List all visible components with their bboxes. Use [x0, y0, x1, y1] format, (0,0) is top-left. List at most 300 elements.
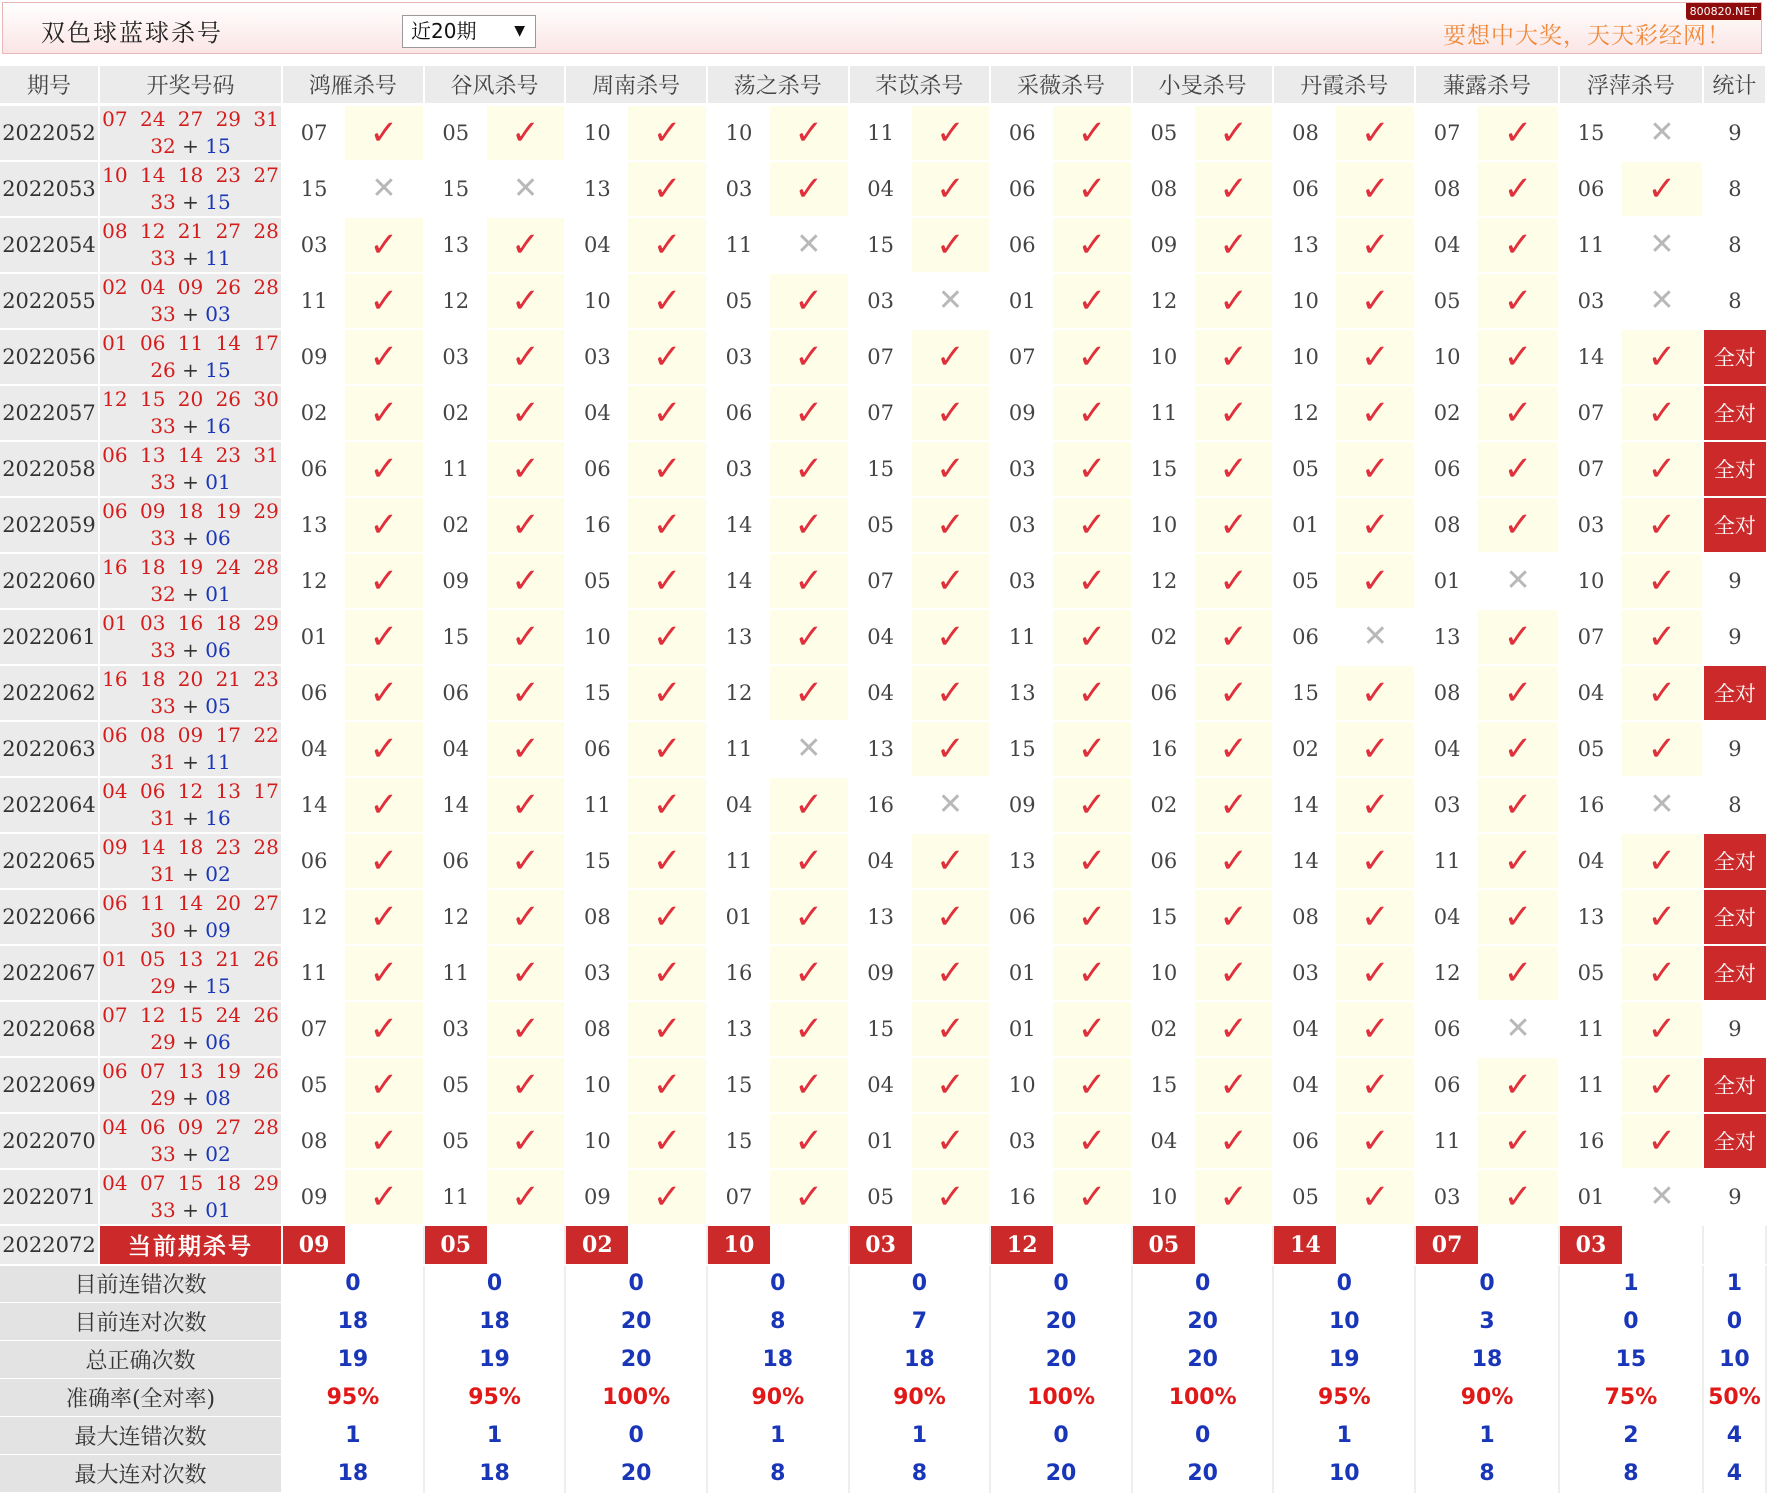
check-icon: ✓ [1336, 833, 1415, 889]
kill-number: 13 [1273, 217, 1336, 273]
blank-cell [345, 1225, 424, 1265]
draw-second-line [100, 133, 281, 160]
summary-value: 100% [565, 1379, 707, 1417]
check-icon: ✓ [770, 1057, 849, 1113]
plus-sign: + [175, 413, 206, 438]
check-icon: ✓ [1053, 329, 1132, 385]
period-cell: 2022061 [0, 609, 99, 665]
check-icon: ✓ [345, 945, 424, 1001]
table-row [0, 161, 1766, 217]
summary-value: 8 [849, 1455, 991, 1493]
current-period-row [0, 1225, 1766, 1265]
check-icon: ✓ [1336, 777, 1415, 833]
col-stat: 统计 [1703, 66, 1766, 104]
stat-cell: 9 [1703, 553, 1766, 609]
cross-icon: ✕ [345, 161, 424, 217]
check-icon: ✓ [1478, 104, 1559, 161]
check-icon: ✓ [1195, 1169, 1274, 1225]
summary-label: 准确率(全对率) [0, 1379, 282, 1417]
summary-stat: 0 [1703, 1303, 1766, 1341]
check-icon: ✓ [487, 217, 566, 273]
plus-sign: + [175, 301, 206, 326]
table-row [0, 609, 1766, 665]
check-icon: ✓ [628, 553, 707, 609]
kill-number: 14 [707, 497, 770, 553]
cross-icon: ✕ [1336, 609, 1415, 665]
summary-value: 1 [1273, 1417, 1415, 1455]
period-cell: 2022070 [0, 1113, 99, 1169]
check-icon: ✓ [1478, 665, 1559, 721]
kill-number: 16 [707, 945, 770, 1001]
check-icon: ✓ [1195, 441, 1274, 497]
kill-number: 03 [565, 329, 628, 385]
check-icon: ✓ [487, 889, 566, 945]
check-icon: ✓ [1053, 889, 1132, 945]
kill-number: 11 [1559, 1001, 1622, 1057]
kill-number: 06 [1415, 1057, 1478, 1113]
kill-number: 11 [707, 833, 770, 889]
check-icon: ✓ [770, 1001, 849, 1057]
summary-row [0, 1379, 1766, 1417]
site-badge: 800820.NET [1686, 3, 1761, 20]
check-icon: ✓ [487, 721, 566, 777]
check-icon: ✓ [628, 497, 707, 553]
check-icon: ✓ [345, 1057, 424, 1113]
red-balls: 06 07 13 19 26 [102, 1058, 279, 1083]
check-icon: ✓ [1336, 553, 1415, 609]
kill-number: 01 [1415, 553, 1478, 609]
blue-ball: 05 [205, 693, 231, 718]
kill-number: 11 [1559, 217, 1622, 273]
kill-number: 06 [1273, 609, 1336, 665]
stat-cell: 全对 [1703, 945, 1766, 1001]
kill-number: 10 [1132, 329, 1195, 385]
red-ball-6: 33 [150, 189, 176, 214]
check-icon: ✓ [487, 104, 566, 161]
check-icon: ✓ [345, 385, 424, 441]
check-icon: ✓ [487, 273, 566, 329]
check-icon: ✓ [487, 497, 566, 553]
period-cell: 2022052 [0, 104, 99, 161]
summary-value: 20 [1132, 1341, 1274, 1379]
draw-second-line [100, 525, 281, 552]
kill-number: 05 [1273, 441, 1336, 497]
draw-numbers [99, 777, 282, 833]
col-expert: 鸿雁杀号 [282, 66, 424, 104]
red-ball-6: 33 [150, 525, 176, 550]
check-icon: ✓ [1478, 273, 1559, 329]
kill-number: 12 [707, 665, 770, 721]
summary-value: 20 [1132, 1303, 1274, 1341]
check-icon: ✓ [628, 217, 707, 273]
kill-number: 06 [707, 385, 770, 441]
red-ball-6: 32 [150, 581, 176, 606]
summary-value: 20 [1132, 1455, 1274, 1493]
kill-number: 03 [424, 1001, 487, 1057]
check-icon: ✓ [345, 609, 424, 665]
plus-sign: + [175, 693, 206, 718]
red-ball-6: 33 [150, 1197, 176, 1222]
kill-number: 14 [1559, 329, 1622, 385]
red-balls: 04 06 09 27 28 [102, 1114, 279, 1139]
kill-number: 06 [565, 721, 628, 777]
check-icon: ✓ [770, 553, 849, 609]
summary-value: 90% [849, 1379, 991, 1417]
summary-value: 0 [1273, 1265, 1415, 1303]
red-ball-6: 29 [150, 973, 176, 998]
kill-number: 09 [1132, 217, 1195, 273]
period-cell: 2022054 [0, 217, 99, 273]
kill-number: 08 [282, 1113, 345, 1169]
stat-cell: 8 [1703, 217, 1766, 273]
check-icon: ✓ [770, 889, 849, 945]
kill-number: 03 [707, 441, 770, 497]
table-body [0, 104, 1766, 1493]
stat-cell: 全对 [1703, 329, 1766, 385]
draw-second-line [100, 973, 281, 1000]
kill-number: 04 [565, 385, 628, 441]
page-title: 双色球蓝球杀号 [41, 19, 223, 47]
kill-number: 10 [1415, 329, 1478, 385]
check-icon: ✓ [1053, 273, 1132, 329]
check-icon: ✓ [345, 1001, 424, 1057]
blank-cell [1053, 1225, 1132, 1265]
summary-stat: 50% [1703, 1379, 1766, 1417]
kill-number: 01 [1559, 1169, 1622, 1225]
col-period: 期号 [0, 66, 99, 104]
table-row [0, 1169, 1766, 1225]
kill-number: 05 [1415, 273, 1478, 329]
kill-number: 04 [1273, 1001, 1336, 1057]
check-icon: ✓ [1053, 1169, 1132, 1225]
draw-numbers [99, 609, 282, 665]
stat-cell: 9 [1703, 1001, 1766, 1057]
check-icon: ✓ [1478, 889, 1559, 945]
stat-cell: 全对 [1703, 665, 1766, 721]
check-icon: ✓ [1053, 1057, 1132, 1113]
summary-value: 19 [424, 1341, 566, 1379]
kill-number: 04 [1559, 833, 1622, 889]
check-icon: ✓ [912, 217, 991, 273]
red-balls: 16 18 20 21 23 [102, 666, 279, 691]
summary-row [0, 1341, 1766, 1379]
check-icon: ✓ [912, 1057, 991, 1113]
period-cell: 2022067 [0, 945, 99, 1001]
check-icon: ✓ [912, 609, 991, 665]
check-icon: ✓ [628, 441, 707, 497]
kill-number: 01 [990, 945, 1053, 1001]
draw-second-line [100, 413, 281, 440]
summary-value: 0 [1559, 1303, 1703, 1341]
period-cell: 2022069 [0, 1057, 99, 1113]
kill-number: 01 [990, 1001, 1053, 1057]
cross-icon: ✕ [1622, 104, 1703, 161]
check-icon: ✓ [1478, 777, 1559, 833]
check-icon: ✓ [628, 1001, 707, 1057]
check-icon: ✓ [1195, 104, 1274, 161]
draw-second-line [100, 1029, 281, 1056]
draw-second-line [100, 189, 281, 216]
red-balls: 07 24 27 29 31 [102, 106, 279, 131]
summary-label: 目前连对次数 [0, 1303, 282, 1341]
check-icon: ✓ [1336, 441, 1415, 497]
kill-number: 14 [1273, 833, 1336, 889]
draw-second-line [100, 469, 281, 496]
table-row [0, 1057, 1766, 1113]
summary-value: 0 [1415, 1265, 1559, 1303]
kill-number: 06 [424, 665, 487, 721]
col-expert: 芣苡杀号 [849, 66, 991, 104]
check-icon: ✓ [345, 441, 424, 497]
kill-number: 06 [282, 833, 345, 889]
red-balls: 06 09 18 19 29 [102, 498, 279, 523]
period-cell: 2022056 [0, 329, 99, 385]
cross-icon: ✕ [1478, 553, 1559, 609]
check-icon: ✓ [912, 161, 991, 217]
draw-numbers [99, 945, 282, 1001]
plus-sign: + [175, 189, 206, 214]
check-icon: ✓ [770, 104, 849, 161]
check-icon: ✓ [628, 329, 707, 385]
check-icon: ✓ [1053, 553, 1132, 609]
draw-numbers [99, 1169, 282, 1225]
period-cell: 2022064 [0, 777, 99, 833]
check-icon: ✓ [345, 497, 424, 553]
draw-second-line [100, 581, 281, 608]
draw-second-line [100, 1197, 281, 1224]
summary-value: 1 [1415, 1417, 1559, 1455]
kill-number: 04 [565, 217, 628, 273]
check-icon: ✓ [1195, 777, 1274, 833]
summary-value: 0 [849, 1265, 991, 1303]
kill-number: 13 [990, 665, 1053, 721]
kill-number: 03 [1559, 273, 1622, 329]
col-expert: 荡之杀号 [707, 66, 849, 104]
summary-value: 8 [1415, 1455, 1559, 1493]
check-icon: ✓ [487, 441, 566, 497]
draw-second-line [100, 1085, 281, 1112]
check-icon: ✓ [345, 329, 424, 385]
draw-second-line [100, 301, 281, 328]
summary-value: 95% [424, 1379, 566, 1417]
check-icon: ✓ [1053, 833, 1132, 889]
blue-ball: 08 [205, 1085, 231, 1110]
plus-sign: + [175, 245, 206, 270]
plus-sign: + [175, 917, 206, 942]
kill-number: 11 [424, 1169, 487, 1225]
table-row [0, 329, 1766, 385]
check-icon: ✓ [1622, 385, 1703, 441]
kill-number: 02 [282, 385, 345, 441]
summary-value: 0 [282, 1265, 424, 1303]
summary-value: 19 [282, 1341, 424, 1379]
summary-stat: 4 [1703, 1455, 1766, 1493]
kill-number: 07 [849, 553, 912, 609]
check-icon: ✓ [345, 665, 424, 721]
check-icon: ✓ [1478, 329, 1559, 385]
red-balls: 08 12 21 27 28 [102, 218, 279, 243]
check-icon: ✓ [1195, 889, 1274, 945]
check-icon: ✓ [628, 385, 707, 441]
current-kill-number: 05 [1132, 1225, 1195, 1265]
kill-number: 06 [990, 161, 1053, 217]
red-ball-6: 33 [150, 413, 176, 438]
period-cell: 2022066 [0, 889, 99, 945]
kill-number: 07 [282, 104, 345, 161]
draw-second-line [100, 1141, 281, 1168]
red-balls: 04 07 15 18 29 [102, 1170, 279, 1195]
red-balls: 01 06 11 14 17 [102, 330, 279, 355]
summary-value: 10 [1273, 1303, 1415, 1341]
kill-number: 08 [565, 1001, 628, 1057]
check-icon: ✓ [770, 273, 849, 329]
blank-cell [628, 1225, 707, 1265]
kill-number: 12 [282, 553, 345, 609]
kill-number: 06 [1132, 833, 1195, 889]
summary-value: 0 [424, 1265, 566, 1303]
check-icon: ✓ [1336, 497, 1415, 553]
check-icon: ✓ [628, 889, 707, 945]
kill-number: 06 [990, 104, 1053, 161]
stat-cell: 全对 [1703, 833, 1766, 889]
kill-number: 07 [1559, 385, 1622, 441]
check-icon: ✓ [912, 833, 991, 889]
red-balls: 16 18 19 24 28 [102, 554, 279, 579]
period-cell: 2022062 [0, 665, 99, 721]
check-icon: ✓ [1478, 497, 1559, 553]
summary-value: 20 [565, 1303, 707, 1341]
check-icon: ✓ [912, 553, 991, 609]
check-icon: ✓ [1336, 1169, 1415, 1225]
red-balls: 07 12 15 24 26 [102, 1002, 279, 1027]
kill-number: 10 [565, 1057, 628, 1113]
check-icon: ✓ [487, 945, 566, 1001]
kill-number: 08 [1132, 161, 1195, 217]
draw-second-line [100, 693, 281, 720]
kill-number: 15 [424, 161, 487, 217]
kill-number: 15 [707, 1057, 770, 1113]
current-period: 2022072 [0, 1225, 99, 1265]
blue-ball: 16 [205, 413, 231, 438]
check-icon: ✓ [1336, 1001, 1415, 1057]
summary-value: 95% [282, 1379, 424, 1417]
kill-number: 11 [1415, 833, 1478, 889]
check-icon: ✓ [1478, 945, 1559, 1001]
kill-number: 13 [424, 217, 487, 273]
stat-cell: 全对 [1703, 889, 1766, 945]
period-range-select[interactable] [402, 15, 536, 48]
kill-number: 03 [424, 329, 487, 385]
plus-sign: + [175, 861, 206, 886]
stat-cell: 全对 [1703, 1057, 1766, 1113]
kill-number: 13 [282, 497, 345, 553]
check-icon: ✓ [1622, 161, 1703, 217]
kill-number: 11 [1132, 385, 1195, 441]
kill-number: 02 [1132, 777, 1195, 833]
check-icon: ✓ [770, 329, 849, 385]
draw-numbers [99, 721, 282, 777]
kill-number: 09 [282, 329, 345, 385]
check-icon: ✓ [770, 833, 849, 889]
cross-icon: ✕ [912, 777, 991, 833]
kill-number: 11 [282, 945, 345, 1001]
cross-icon: ✕ [1622, 273, 1703, 329]
summary-value: 18 [1415, 1341, 1559, 1379]
check-icon: ✓ [1478, 833, 1559, 889]
table-row [0, 497, 1766, 553]
kill-number: 07 [990, 329, 1053, 385]
summary-value: 18 [282, 1303, 424, 1341]
table-row [0, 273, 1766, 329]
blank-cell [1622, 1225, 1703, 1265]
period-cell: 2022065 [0, 833, 99, 889]
check-icon: ✓ [1195, 721, 1274, 777]
kill-number: 04 [1415, 721, 1478, 777]
kill-number: 06 [990, 889, 1053, 945]
check-icon: ✓ [1195, 329, 1274, 385]
kill-number: 15 [1273, 665, 1336, 721]
blue-ball: 11 [205, 749, 231, 774]
blue-ball: 03 [205, 301, 231, 326]
check-icon: ✓ [770, 1169, 849, 1225]
red-ball-6: 31 [150, 805, 176, 830]
kill-number: 16 [990, 1169, 1053, 1225]
blank-cell [1336, 1225, 1415, 1265]
current-kill-number: 10 [707, 1225, 770, 1265]
plus-sign: + [175, 357, 206, 382]
kill-number: 04 [282, 721, 345, 777]
col-draw: 开奖号码 [99, 66, 282, 104]
check-icon: ✓ [628, 104, 707, 161]
check-icon: ✓ [912, 889, 991, 945]
period-cell: 2022055 [0, 273, 99, 329]
summary-value: 0 [707, 1265, 849, 1303]
kill-number: 08 [1415, 161, 1478, 217]
col-expert: 采薇杀号 [990, 66, 1132, 104]
check-icon: ✓ [487, 665, 566, 721]
red-balls: 01 03 16 18 29 [102, 610, 279, 635]
check-icon: ✓ [770, 945, 849, 1001]
kill-number: 06 [282, 665, 345, 721]
check-icon: ✓ [345, 104, 424, 161]
kill-number: 07 [707, 1169, 770, 1225]
kill-number: 15 [1132, 1057, 1195, 1113]
summary-value: 18 [424, 1303, 566, 1341]
check-icon: ✓ [1195, 1001, 1274, 1057]
check-icon: ✓ [628, 945, 707, 1001]
kill-number: 15 [849, 1001, 912, 1057]
kill-number: 02 [1132, 609, 1195, 665]
check-icon: ✓ [770, 385, 849, 441]
check-icon: ✓ [912, 1001, 991, 1057]
kill-number: 11 [707, 217, 770, 273]
draw-second-line [100, 861, 281, 888]
check-icon: ✓ [1195, 553, 1274, 609]
kill-number: 05 [849, 497, 912, 553]
cross-icon: ✕ [770, 217, 849, 273]
kill-number: 11 [1415, 1113, 1478, 1169]
check-icon: ✓ [1053, 777, 1132, 833]
summary-value: 18 [849, 1341, 991, 1379]
check-icon: ✓ [1622, 441, 1703, 497]
plus-sign: + [175, 749, 206, 774]
check-icon: ✓ [912, 1113, 991, 1169]
red-ball-6: 29 [150, 1085, 176, 1110]
kill-number: 15 [1559, 104, 1622, 161]
kill-number: 09 [990, 385, 1053, 441]
check-icon: ✓ [628, 161, 707, 217]
kill-number: 03 [282, 217, 345, 273]
